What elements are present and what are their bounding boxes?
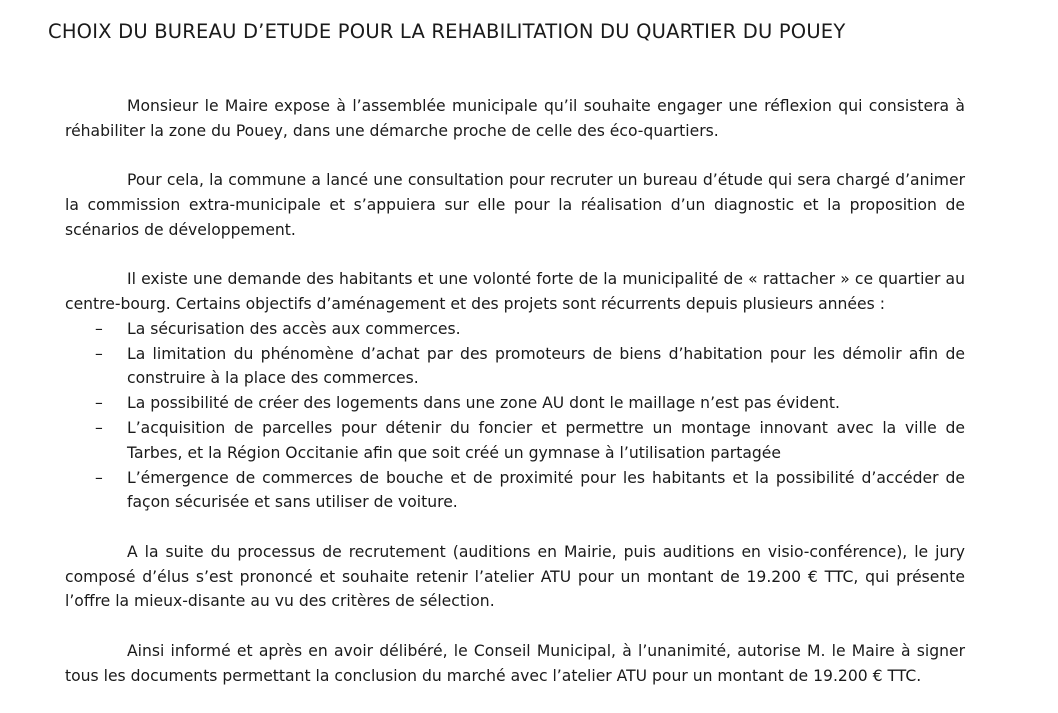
list-item <box>65 342 965 392</box>
paragraph-recrutement: A la suite du processus de recrutement (auditions en Mairie, puis auditions en visio-conférence), le jury composé d’élus s’est prononcé et souhaite retenir l’atelier ATU pour un montant de 19.200 € TTC, qui présente l’offre la mieux-disante au vu des critères de sélection. <box>65 542 965 611</box>
list-dash: – <box>95 319 103 338</box>
list-item-text: La sécurisation des accès aux commerces. <box>127 319 461 338</box>
list-dash: – <box>95 394 103 413</box>
document-body <box>65 94 965 713</box>
list-dash: – <box>95 344 103 363</box>
document-title: CHOIX DU BUREAU D’ETUDE POUR LA REHABILITATION DU QUARTIER DU POUEY <box>48 20 846 43</box>
list-item-text: L’émergence de commerces de bouche et de proximité pour les habitants et la possibilité d’accéder de façon sécurisée et sans utiliser de voiture. <box>127 468 965 512</box>
paragraph-demande: Il existe une demande des habitants et une volonté forte de la municipalité de « rattacher » ce quartier au centre-bourg. Certains objectifs d’aménagement et des projets sont récurrents depuis plusieurs années : <box>65 270 965 313</box>
list-dash: – <box>95 468 103 487</box>
list-item <box>65 466 965 516</box>
paragraph-decision: Ainsi informé et après en avoir délibéré, le Conseil Municipal, à l’unanimité, autorise M. le Maire à signer tous les documents permettant la conclusion du marché avec l’atelier ATU pour un montant de 19.200 € TTC. <box>65 641 965 685</box>
paragraph-intro: Monsieur le Maire expose à l’assemblée municipale qu’il souhaite engager une réflexion qui consistera à réhabiliter la zone du Pouey, dans une démarche proche de celle des éco-quartiers. <box>65 97 965 140</box>
list-item <box>65 317 965 342</box>
list-item-text: L’acquisition de parcelles pour détenir du foncier et permettre un montage innovant avec la ville de Tarbes, et la Région Occitanie afin que soit créé un gymnase à l’utilisation partagée <box>127 418 965 462</box>
list-item <box>65 416 965 466</box>
list-dash: – <box>95 418 103 437</box>
paragraph-consultation: Pour cela, la commune a lancé une consultation pour recruter un bureau d’étude qui sera chargé d’animer la commission extra-municipale et s’appuiera sur elle pour la réalisation d’un diagnostic et la proposition de scénarios de développement. <box>65 171 965 239</box>
list-item <box>65 391 965 416</box>
list-item-text: La possibilité de créer des logements dans une zone AU dont le maillage n’est pas évident. <box>127 394 840 413</box>
objectives-list <box>65 317 965 515</box>
list-item-text: La limitation du phénomène d’achat par des promoteurs de biens d’habitation pour les démolir afin de construire à la place des commerces. <box>127 344 965 388</box>
